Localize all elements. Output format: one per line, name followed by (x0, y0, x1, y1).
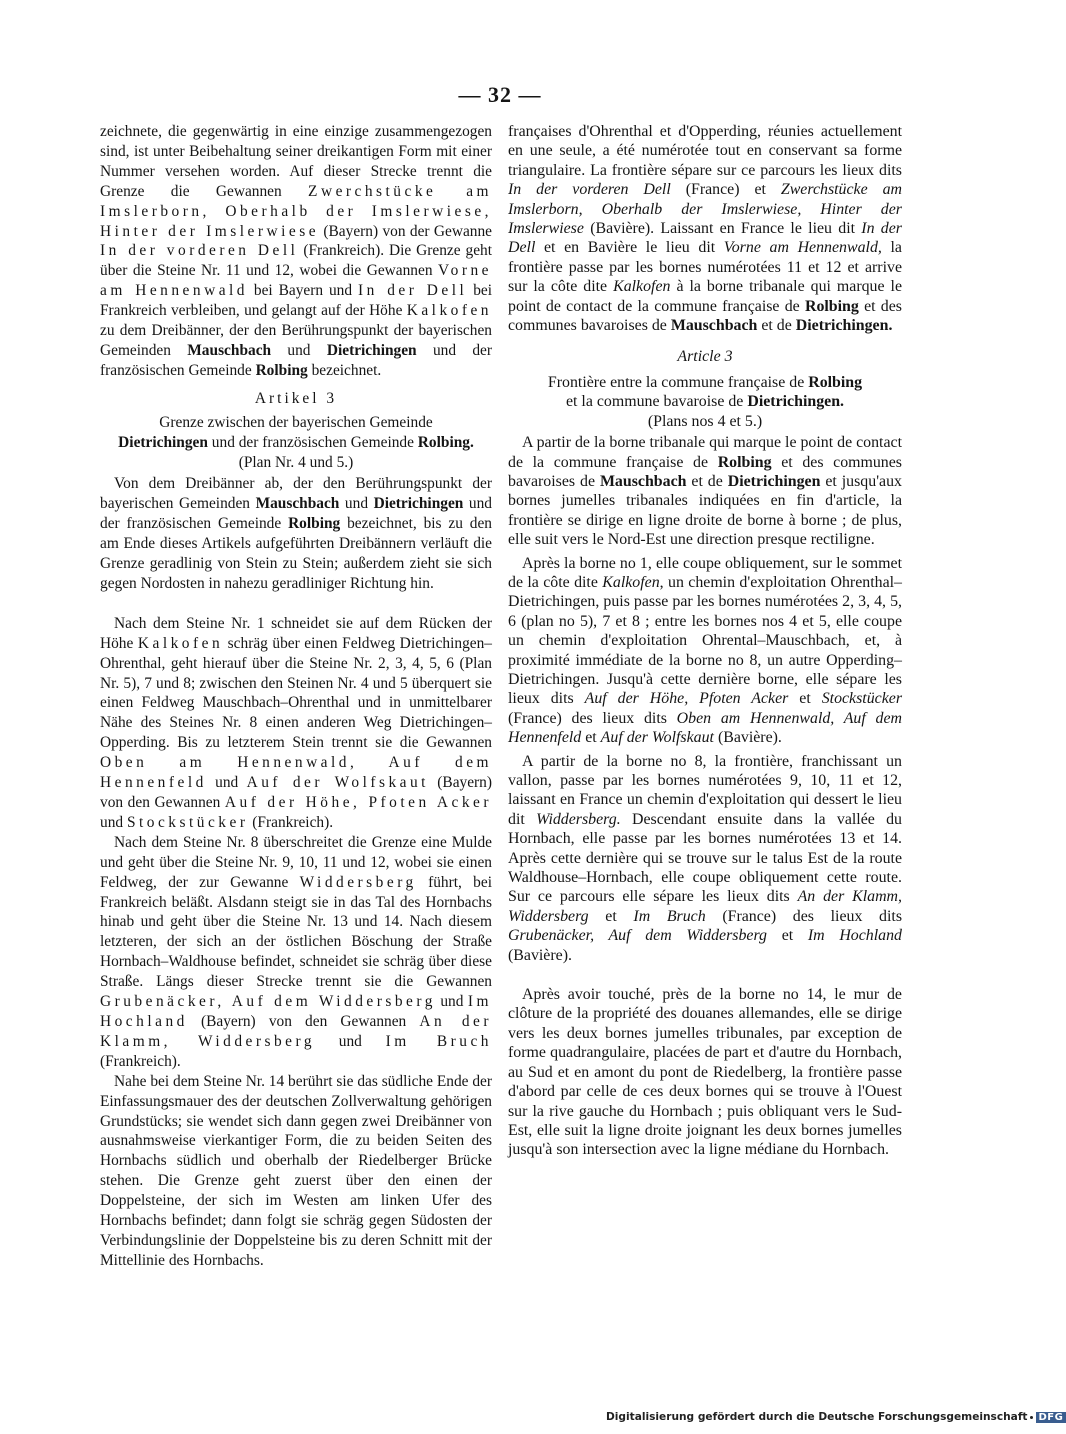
page-number: — 32 — (458, 82, 542, 107)
de-article-title: Artikel 3 (254, 389, 338, 407)
fr-article-plan: (Plans nos 4 et 5.) (647, 412, 763, 430)
fr-paragraph-4: Après avoir touché, près de la borne no 14, le mur de clôture de la propriété des douanes allemandes, elle se dirige vers les deux bornes jumelles tribunales, par exception de forme quadrangulaire, placées de part et d'autre du Hornbach, au Sud et en amont du pont de Riedelberg, la frontière passe d'abord par celle de ces deux bornes qui se trouve à l'Ouest sur la rive gauche du Hornbach ; puis obliquant vers le Sud-Est, elle suit la ligne droite joignant les deux bornes jumelles jusqu'à son intersection avec la ligne médiane du Hornbach. (508, 986, 902, 1159)
german-column (100, 122, 492, 1271)
fr-paragraph-1: A partir de la borne tribanale qui marque le point de contact de la commune française de Rolbing et des communes bavaroises de Mauschbach et de Dietrichingen et jusqu'aux bornes jumelles tribanales indiquées en fin d'article, la frontière se dirige en ligne droite de borne à borne ; de plus, elle suit vers le Nord-Est une direction presque rectiligne. (508, 434, 902, 549)
de-article-plan: (Plan Nr. 4 und 5.) (238, 453, 354, 471)
fr-intro-paragraph: françaises d'Ohrenthal et d'Opperding, réunies actuellement en une seule, a été numérotée tout en conservant sa forme triangulaire. La frontière sépare sur ce parcours les lieux dits In der vorderen Dell (France) et Zwerchstücke am Imslerborn, Oberhalb der Imslerwiese, Hinter der Imslerwiese (Bavière). Laissant en France le lieu dit In der Dell et en Bavière le lieu dit Vorne am Hennenwald, la frontière passe par les bornes numérotées 11 et 12 et arrive sur la côte dite Kalkofen à la borne tribanale qui marque le point de contact de la commune française de Rolbing et des communes bavaroises de Mauschbach et de Dietrichingen. (508, 123, 902, 335)
footer-credit (606, 1411, 1064, 1423)
dfg-logo-icon: DFG (1036, 1412, 1066, 1423)
de-paragraph-4: Nahe bei dem Steine Nr. 14 berührt sie das südliche Ende der Einfassungsmauer des der deutschen Zollverwaltung gehörigen Grundstücks; sie wendet sich dann gegen zwei Dreibänner von ausnahmsweise vierkantiger Form, die zu beiden Seiten des Hornbachs südlich und oberhalb der Riedelberger Brücke stehen. Die Grenze geht zuerst über den einen der Doppelsteine, der sich im Westen am linken Ufer des Hornbachs befindet; dann folgt sie schräg gegen Südosten der Verbindungslinie der Doppelsteine bis zu deren Schnitt mit der Mittellinie des Hornbachs. (100, 1072, 492, 1269)
fr-paragraph-3: A partir de la borne no 8, la frontière, franchissant un vallon, passe par les bornes numérotées 9, 10, 11 et 12, laissant en France un chemin d'exploitation qui dessert le lieu dit Widdersberg. Descendant ensuite dans la vallée du Hornbach, elle passe par les bornes numérotées 13 et 14. Après cette dernière qui se trouve sur le talus Est de la route Waldhouse–Hornbach, elle coupe obliquement cette route. Sur ce parcours elle sépare les lieux dits An der Klamm, Widdersberg et Im Bruch (France) des lieux dits Grubenäcker, Auf dem Widdersberg et Im Hochland (Bavière). (508, 752, 903, 964)
footer-dot-icon (1030, 1416, 1033, 1419)
footer-credit-text: Digitalisierung gefördert durch die Deutsche Forschungsgemeinschaft (606, 1411, 1028, 1423)
french-column (508, 122, 902, 1160)
de-paragraph-1: Von dem Dreibänner ab, der den Berührungspunkt der bayerischen Gemeinden Mauschbach und Dietrichingen und der französischen Gemeinde Rolbing bezeichnet, bis zu den am Ende dieses Artikels aufgeführten Dreibännern verläuft die Grenze geradlinig von Stein zu Stein; außerdem zieht sie sich gegen Nordosten in nahezu geradliniger Richtung hin. (100, 475, 493, 592)
fr-article-subtitle-2: et la commune bavaroise de Dietrichingen. (565, 393, 844, 411)
de-intro-paragraph: zeichnete, die gegenwärtig in eine einzige zusammengezogen sind, ist unter Beibehaltung seiner dreikantigen Form mit einer Nummer versehen worden. Auf dieser Strecke trennt die Grenze die Gewannen Zwerchstücke am Imslerborn, Oberhalb der Imslerwiese, Hinter der Imslerwiese (Bayern) von der Gewanne In der vorderen Dell (Frankreich). Die Grenze geht über die Steine Nr. 11 und 12, wobei die Gewannen Vorne am Hennenwald bei Bayern und In der Dell bei Frankreich verbleiben, und gelangt auf der Höhe Kalkofen zu dem Dreibänner, der den Berührungspunkt der bayerischen Gemeinden Mauschbach und Dietrichingen und der französischen Gemeinde Rolbing bezeichnet. (100, 123, 493, 379)
de-paragraph-2: Nach dem Steine Nr. 1 schneidet sie auf dem Rücken der Höhe Kalkofen schräg über einen Feldweg Dietrichingen–Ohrenthal, geht hierauf über die Steine Nr. 2, 3, 4, 5, 6 (Plan Nr. 5), 7 und 8; zwischen den Steinen Nr. 4 und 5 überquert sie einen Feldweg Mauschbach–Ohrenthal und in unmittelbarer Nähe des Steines Nr. 8 einen anderen Weg Dietrichingen–Opperding. Bis zu letzterem Stein trennt sie die Gewannen Oben am Hennenwald, Auf dem Hennenfeld und Auf der Wolfskaut (Bayern) von den Gewannen Auf der Höhe, Pfoten Acker und Stockstücker (Frankreich). (100, 614, 492, 831)
fr-paragraph-2: Après la borne no 1, elle coupe obliquement, sur le sommet de la côte dite Kalkofen, un chemin d'exploitation Ohrenthal–Dietrichingen, puis passe par les bornes numérotées 2, 3, 4, 5, 6 (plan no 5), 7 et 8 ; entre les bornes nos 4 et 5, elle coupe un chemin d'exploitation Ohrental–Mauschbach, et, à proximité immédiate de la borne no 8, un autre Opperding–Dietrichingen. Jusqu'à cette dernière borne, elle sépare les lieux dits Auf der Höhe, Pfoten Acker et Stockstücker (France) des lieux dits Oben am Hennenwald, Auf dem Hennenfeld et Auf der Wolfskaut (Bavière). (508, 554, 903, 747)
de-paragraph-3: Nach dem Steine Nr. 8 überschreitet die Grenze eine Mulde und geht über die Steine Nr. 9, 10, 11 und 12, wobei sie einen Feldweg, der zur Gewanne Widdersberg führt, bei Frankreich beläßt. Alsdann steigt sie in das Tal des Hornbachs hinab und geht über die Steine Nr. 13 und 14. Nach diesem letzteren, der sich an der östlichen Böschung der Straße Hornbach–Waldhouse befindet, schneidet sie schräg über diese Straße. Längs dieser Strecke trennt sie die Gewannen Grubenäcker, Auf dem Widdersberg und Im Hochland (Bayern) von den Gewannen An der Klamm, Widdersberg und Im Bruch (Frankreich). (100, 833, 492, 1070)
fr-article-subtitle: Frontière entre la commune française de Rolbing (547, 373, 863, 391)
fr-article-title: Article 3 (677, 348, 733, 366)
de-article-subtitle: Grenze zwischen der bayerischen Gemeinde (159, 413, 433, 431)
de-article-subtitle-2: Dietrichingen und der französischen Gemeinde Rolbing. (118, 433, 474, 451)
